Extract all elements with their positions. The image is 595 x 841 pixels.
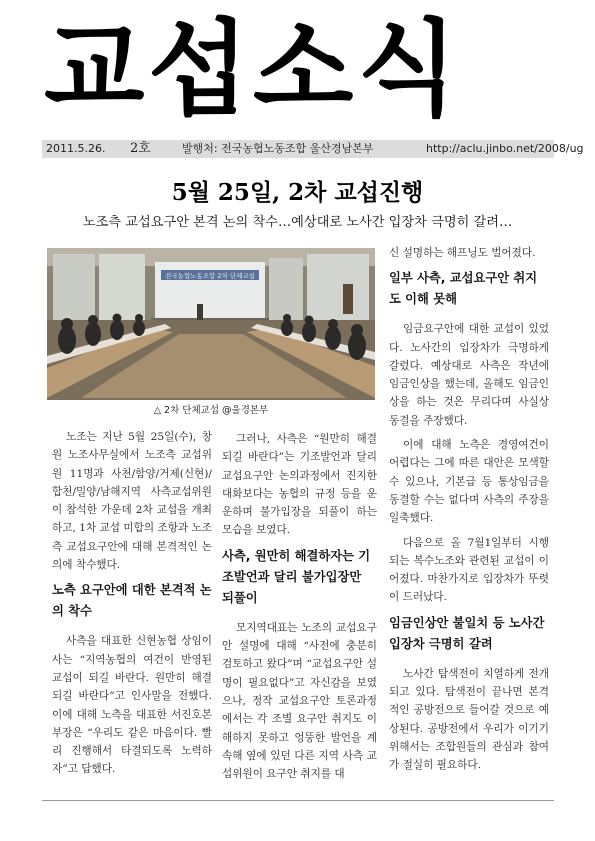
section-heading: 노측 요구안에 대한 본격적 논의 착수 (52, 583, 212, 619)
section-heading: 사측, 원만히 해결하자는 기조발언과 달리 불가입장만 되풀이 (222, 548, 371, 605)
article-column-1 (52, 428, 212, 785)
meeting-photo (47, 248, 375, 400)
paragraph: 노조는 지난 5월 25일(수), 창원 노조사무실에서 노조측 교섭위원 11명과 사천/함양/거제(신현)/합천/밀양/남해지역 사측교섭위원이 참석한 가운데 2차 교섭을 개최하고, 1차 교섭 미합의 조항과 노조측 교섭요구안에 대해 본격적인 논의에 착수했다. (52, 431, 212, 572)
footer-divider (42, 800, 554, 801)
banner-text: 전국농협노동조합 2차 단체교섭 (165, 272, 255, 280)
section-heading: 임금인상안 불일치 등 노사간 입장차 극명히 갈려 (389, 615, 545, 651)
issue-info-bar (42, 140, 584, 158)
paragraph: 모지역대표는 노조의 교섭요구안 설명에 대해 “사전에 충분히 검토하고 왔다”며 “교섭요구안 설명이 필요없다”고 자신감을 보였으나, 정작 교섭요구안 토론과정에서는 각 조별 요구안 취지도 이해하지 못하고 엉뚱한 발언을 계속해 옆에 있던 다른 지역 사측 교섭위원이 요구안 취지를 대 (222, 621, 377, 781)
article-subheadline: 노조측 교섭요구안 본격 논의 착수…예상대로 노사간 입장차 극명히 갈려… (82, 215, 513, 230)
publisher: 발행처: 전국농협노동조합 울산경남본부 (182, 142, 374, 155)
article-column-3 (389, 244, 549, 781)
paragraph: 이에 대해 노측은 경영여건이 어렵다는 그에 따른 대안은 모색할 수 있으나, 기본급 등 통상임금을 동결할 수는 없다며 사측의 주장을 일축했다. (389, 439, 549, 525)
website-link[interactable]: http://aclu.jinbo.net/2008/ug (426, 142, 584, 155)
issue-number: 2호 (130, 141, 151, 156)
paragraph: 사측을 대표한 신현농협 상임이사는 “지역농협의 여건이 반영된 교섭이 되길 바란다. 원만히 해결되길 바란다”고 인사말을 전했다. 이에 대해 노측을 대표한 서진호본부장은 “우리도 같은 마음이다. 빨리 진행해서 타결되도록 노력하자”고 답했다. (52, 635, 212, 776)
paragraph: 다음으로 올 7월1일부터 시행되는 복수노조와 관련된 교섭이 이어졌다. 마찬가지로 입장차가 뚜렷이 드러났다. (389, 536, 549, 604)
article-headline: 5월 25일, 2차 교섭진행 (171, 179, 424, 206)
paragraph: 그러나, 사측은 “원만히 해결되길 바란다”는 기조발언과 달리 교섭요구안 논의과정에서 진지한 대화보다는 농협의 규정 등을 운운하며 불가입장을 되풀이 하는 모습을 보였다. (222, 433, 377, 537)
masthead (44, 8, 564, 130)
article-column-2 (222, 430, 377, 789)
paragraph: 신 설명하는 해프닝도 벌어졌다. (389, 247, 536, 259)
photo-caption: △ 2차 단체교섭 @울경본부 (153, 405, 269, 416)
masthead-title: 교섭소식 (44, 8, 462, 130)
paragraph: 임금요구안에 대한 교섭이 있었다. 노사간의 입장차가 극명하게 갈렸다. 예상대로 사측은 작년에 임금인상을 했는데, 올해도 임금인상을 하는 것은 무리다며 사실상 동결을 주장했다. (389, 323, 549, 427)
paragraph: 노사간 탐색전이 치열하게 전개되고 있다. 탐색전이 끝나면 본격적인 공방전으로 들어갈 것으로 예상된다. 공방전에서 우리가 이기기 위해서는 조합원들의 관심과 참여가 절실히 필요하다. (389, 667, 549, 772)
issue-date: 2011.5.26. (46, 142, 106, 155)
section-heading: 일부 사측, 교섭요구안 취지도 이해 못해 (389, 271, 538, 307)
